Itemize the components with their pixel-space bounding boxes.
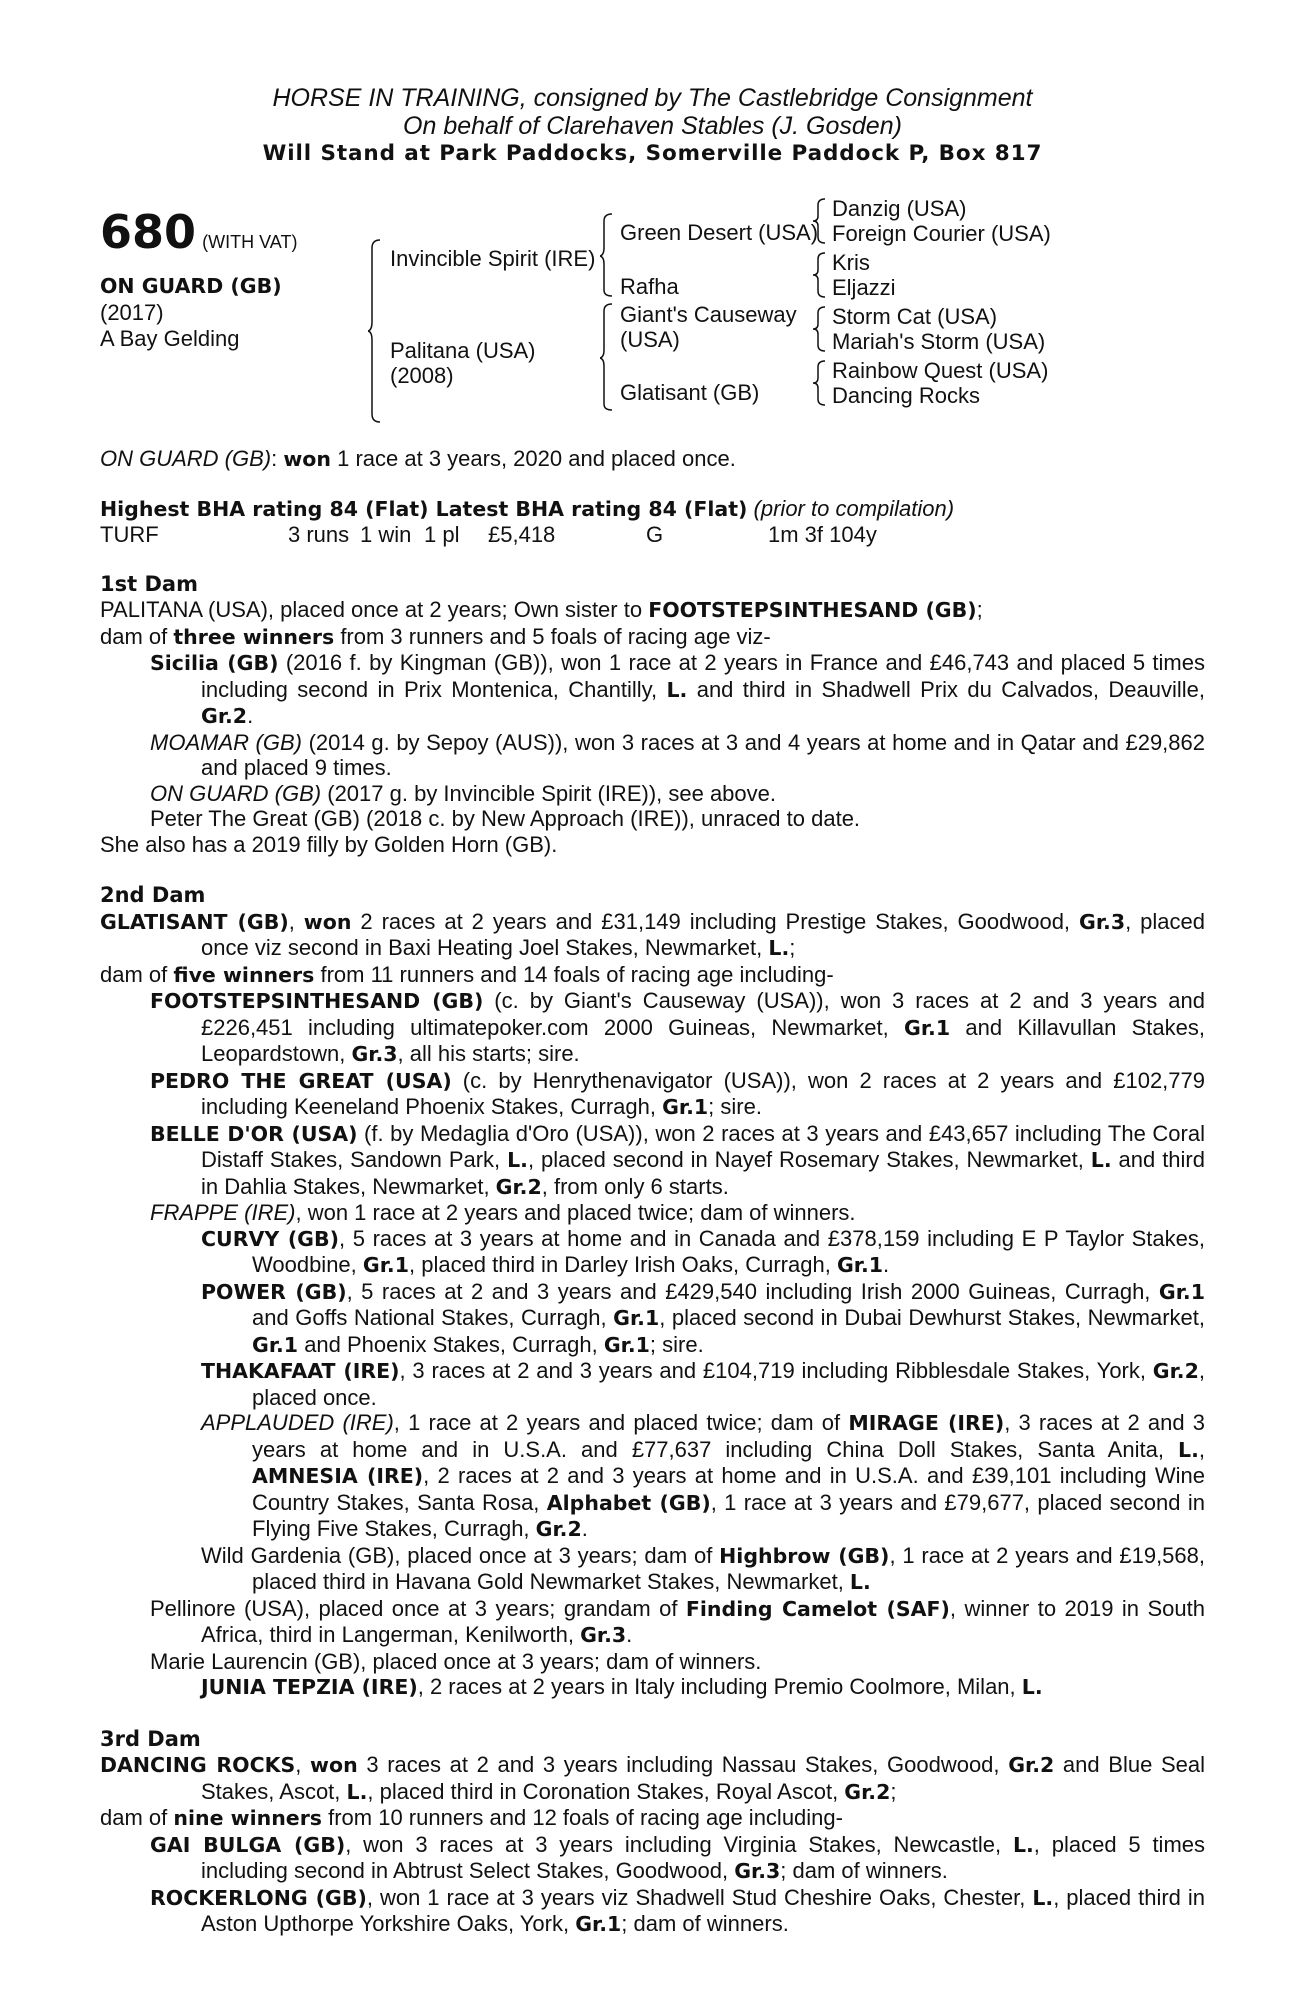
produce-applauded: APPLAUDED (IRE), 1 race at 2 years and placed twice; dam of MIRAGE (IRE), 3 races at 2 and 3 years at home and in U.S.A. and £77,637 including China Doll Stakes, Santa Anita, L., AMNESIA (IRE), 2 races at 2 and 3 years at home and in U.S.A. and £39,101 including Wine Country Stakes, Santa Rosa, Alphabet (GB), 1 race at 3 years and £79,677, placed second in Flying Five Stakes, Curragh, Gr.2. (201, 1410, 1205, 1541)
brace-sire (600, 212, 614, 298)
produce-wild-gardenia: Wild Gardenia (GB), placed once at 3 years; dam of Highbrow (GB), 1 race at 2 years and £19,568, placed third in Havana Gold Newmarket Stakes, Newmarket, L. (201, 1542, 1206, 1594)
brace-main (368, 238, 382, 424)
brace-g3-2 (813, 250, 827, 300)
turf-record (100, 522, 1205, 548)
dancing-rocks-dam-of: dam of nine winners from 10 runners and 12 foals of racing age including- (100, 1805, 843, 1830)
g3-dsd: Mariah's Storm (USA) (832, 329, 1046, 354)
produce-footsteps: FOOTSTEPSINTHESAND (GB) (c. by Giant's Causeway (USA)), won 3 races at 2 and 3 years and £226,451 including ultimatepoker.com 2000 Guineas, Newmarket, Gr.1 and Killavullan Stakes, Leopardstown, Gr.3, all his starts; sire. (150, 988, 1206, 1066)
produce-also: She also has a 2019 filly by Golden Horn (GB). (100, 831, 558, 857)
catalogue-page (100, 84, 1205, 1938)
rating-line (100, 496, 1205, 523)
g3-sds: Kris (832, 250, 870, 275)
glatisant-entry: GLATISANT (GB), won 2 races at 2 years and £31,149 including Prestige Stakes, Goodwood, Gr.3, placed once viz second in Baxi Heating Joel Stakes, Newmarket, L.; (100, 908, 1205, 960)
pedigree-block (100, 196, 1205, 446)
g3-sdd: Eljazzi (832, 275, 896, 300)
sire: Invincible Spirit (IRE) (390, 246, 596, 271)
produce-belle: BELLE D'OR (USA) (f. by Medaglia d'Oro (USA)), won 2 races at 3 years and £43,657 including The Coral Distaff Stakes, Sandown Park, L., placed second in Nayef Rosemary Stakes, Newmarket, L. and third in Dahlia Stakes, Newmarket, Gr.2, from only 6 starts. (150, 1120, 1205, 1199)
produce-pedro: PEDRO THE GREAT (USA) (c. by Henrythenavigator (USA)), won 2 races at 2 years and £102,779 including Keeneland Phoenix Stakes, Curragh, Gr.1; sire. (150, 1067, 1205, 1119)
g3-dds: Rainbow Quest (USA) (832, 358, 1049, 383)
dam-sire-2: (USA) (620, 327, 680, 352)
turf-wins: 1 win (360, 522, 412, 547)
first-dam-title: 1st Dam (100, 571, 198, 596)
horse-description: A Bay Gelding (100, 326, 240, 351)
dancing-rocks-entry: DANCING ROCKS, won 3 races at 2 and 3 years including Nassau Stakes, Goodwood, Gr.2 and Blue Seal Stakes, Ascot, L., placed third in Coronation Stakes, Royal Ascot, Gr.2; (100, 1752, 1205, 1804)
first-dam-line2: dam of three winners from 3 runners and 5 foals of racing age viz- (100, 623, 771, 649)
produce-junia: JUNIA TEPZIA (IRE), 2 races at 2 years in Italy including Premio Coolmore, Milan, L. (201, 1674, 1043, 1699)
turf-going: G (646, 522, 664, 547)
produce-moamar: MOAMAR (GB) (2014 g. by Sepoy (AUS)), won 3 races at 3 and 4 years at home and in Qatar and £29,862 and placed 9 times. (150, 729, 1205, 780)
dam: Palitana (USA) (390, 338, 536, 363)
summary-name: ON GUARD (GB) (100, 446, 272, 471)
produce-power: POWER (GB), 5 races at 2 and 3 years and £429,540 including Irish 2000 Guineas, Curragh, Gr.1 and Goffs National Stakes, Curragh, Gr.1, placed second in Dubai Dewhurst Stakes, Newmarket, Gr.1 and Phoenix Stakes, Curragh, Gr.1; sire. (201, 1278, 1205, 1357)
produce-onguard: ON GUARD (GB) (2017 g. by Invincible Spirit (IRE)), see above. (150, 780, 777, 806)
horse-year: (2017) (100, 300, 164, 325)
rating-text: Highest BHA rating 84 (Flat) Latest BHA rating 84 (Flat) (100, 496, 748, 521)
vat-note: (WITH VAT) (202, 232, 298, 252)
second-dam-title: 2nd Dam (100, 883, 206, 907)
g3-ddd: Dancing Rocks (832, 383, 980, 408)
dam-dam: Glatisant (GB) (620, 380, 760, 405)
produce-pellinore: Pellinore (USA), placed once at 3 years; grandam of Finding Camelot (SAF), winner to 2019 in South Africa, third in Langerman, Kenilworth, Gr.3. (150, 1595, 1205, 1647)
consignor-line: HORSE IN TRAINING, consigned by The Castlebridge Consignment (272, 84, 1033, 112)
lot-number: 680 (100, 205, 197, 259)
produce-marie: Marie Laurencin (GB), placed once at 3 years; dam of winners. (150, 1648, 762, 1674)
turf-label: TURF (100, 522, 159, 547)
lot-number-row (100, 205, 298, 259)
g3-dss: Storm Cat (USA) (832, 304, 998, 329)
stand-line: Will Stand at Park Paddocks, Somerville Paddock P, Box 817 (262, 141, 1043, 166)
dam-year: (2008) (390, 363, 454, 388)
produce-peter: Peter The Great (GB) (2018 c. by New Approach (IRE)), unraced to date. (150, 806, 861, 831)
race-summary: ON GUARD (GB): won 1 race at 3 years, 2020 and placed once. (100, 446, 736, 471)
sire-sire: Green Desert (USA) (620, 220, 819, 245)
sire-dam: Rafha (620, 274, 679, 299)
produce-curvy: CURVY (GB), 5 races at 3 years at home and in Canada and £378,159 including E P Taylor Stakes, Woodbine, Gr.1, placed third in Darley Irish Oaks, Curragh, Gr.1. (201, 1225, 1206, 1277)
first-dam-line1: PALITANA (USA), placed once at 2 years; Own sister to FOOTSTEPSINTHESAND (GB); (100, 597, 983, 622)
g3-sss: Danzig (USA) (832, 196, 967, 221)
produce-rockerlong: ROCKERLONG (GB), won 1 race at 3 years viz Shadwell Stud Cheshire Oaks, Chester, L., placed third in Aston Upthorpe Yorkshire Oaks, York, Gr.1; dam of winners. (150, 1884, 1205, 1936)
brace-g3-3 (813, 304, 827, 354)
summary-won: won (283, 447, 331, 471)
brace-g3-4 (813, 358, 827, 408)
glatisant-dam-of: dam of five winners from 11 runners and 14 foals of racing age including- (100, 961, 834, 987)
turf-runs: 3 runs (288, 522, 350, 547)
produce-gai-bulga: GAI BULGA (GB), won 3 races at 3 years including Virginia Stakes, Newcastle, L., placed 5 times including second in Abtrust Select Stakes, Goodwood, Gr.3; dam of winners. (150, 1831, 1205, 1883)
brace-dam (600, 302, 614, 412)
rating-note: (prior to compilation) (753, 495, 955, 521)
produce-frappe: FRAPPE (IRE), won 1 race at 2 years and placed twice; dam of winners. (150, 1200, 856, 1225)
brace-g3-1 (813, 196, 827, 246)
turf-distance: 1m 3f 104y (768, 522, 877, 547)
dam-sire-1: Giant's Causeway (620, 302, 797, 327)
turf-prize: £5,418 (488, 522, 556, 547)
horse-name: ON GUARD (GB) (100, 274, 282, 298)
turf-places: 1 pl (424, 522, 460, 547)
g3-ssd: Foreign Courier (USA) (832, 221, 1051, 246)
produce-sicilia: Sicilia (GB) (2016 f. by Kingman (GB)), won 1 race at 2 years in France and £46,743 and placed 5 times including second in Prix Montenica, Chantilly, L. and third in Shadwell Prix du Calvados, Deauville, Gr.2. (150, 650, 1205, 728)
produce-thakafaat: THAKAFAAT (IRE), 3 races at 2 and 3 years and £104,719 including Ribblesdale Stakes, York, Gr.2, placed once. (201, 1358, 1205, 1410)
third-dam-title: 3rd Dam (100, 1726, 201, 1751)
behalf-line: On behalf of Clarehaven Stables (J. Gosden) (403, 112, 902, 140)
